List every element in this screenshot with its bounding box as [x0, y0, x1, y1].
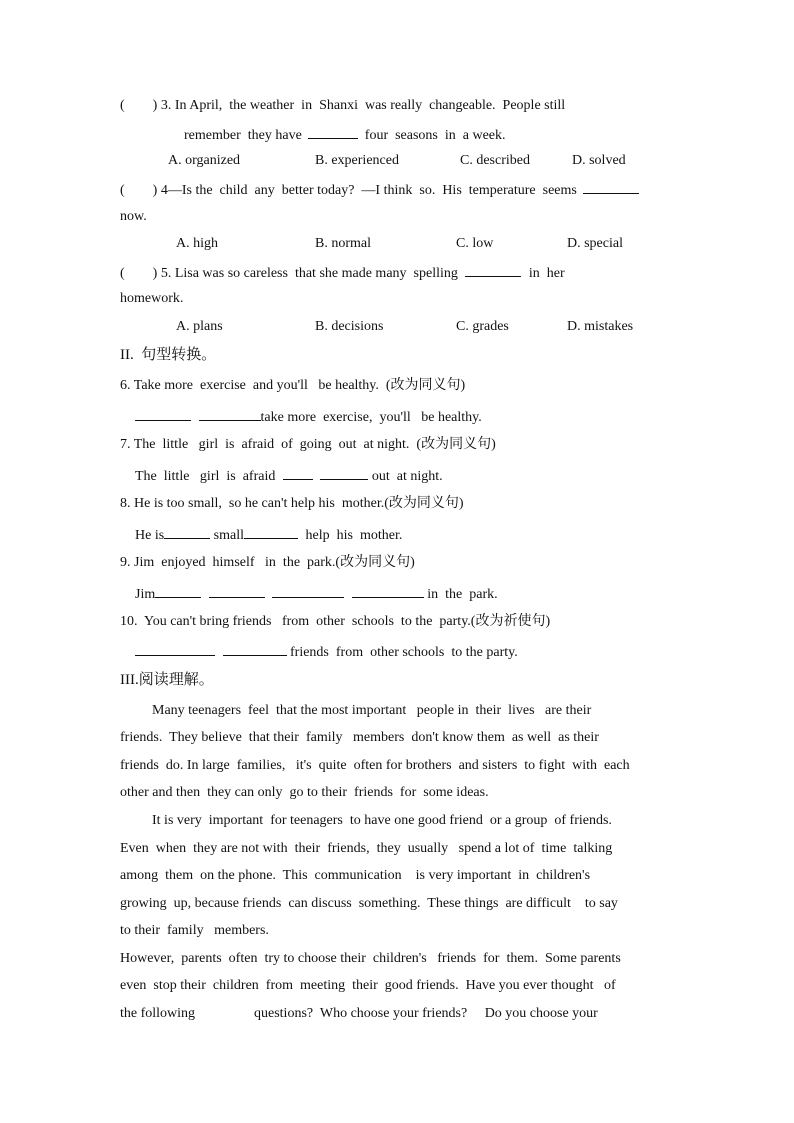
answer-text: help his mother.	[305, 528, 403, 543]
passage-line: Even when they are not with their friends, they usually spend a lot of time talking	[120, 841, 613, 856]
answer-text: Jim	[135, 587, 156, 602]
question-text: four seasons in a week.	[364, 128, 506, 143]
q5-option-a[interactable]: A. plans	[176, 319, 223, 334]
q5-line-2: homework.	[120, 291, 184, 306]
answer-text: friends from other schools to the party.	[290, 645, 518, 660]
section-iii-title: III.阅读理解。	[120, 672, 214, 688]
answer-blank[interactable]	[223, 642, 287, 656]
answer-paren: ( )	[120, 183, 158, 198]
answer-text: in the park.	[427, 587, 498, 602]
q4-option-c[interactable]: C. low	[456, 236, 494, 251]
s8-question: 8. He is too small, so he can't help his mother.(改为同义句)	[120, 496, 464, 511]
s10-question: 10. You can't bring friends from other schools to the party.(改为祈使句)	[120, 614, 551, 629]
answer-text: take more exercise, you'll be healthy.	[260, 410, 482, 425]
s6-question: 6. Take more exercise and you'll be healthy. (改为同义句)	[120, 378, 466, 393]
answer-blank[interactable]	[209, 584, 265, 598]
passage-line: However, parents often try to choose their children's friends for them. Some parents	[120, 951, 621, 966]
answer-text: He is	[135, 528, 165, 543]
answer-blank[interactable]	[283, 466, 313, 480]
s6-answer-line	[135, 407, 482, 427]
question-text: in her	[528, 266, 565, 281]
passage-line: friends. They believe that their family members don't know them as well as their	[120, 730, 599, 745]
answer-blank[interactable]	[465, 263, 521, 277]
passage-line: other and then they can only go to their friends for some ideas.	[120, 785, 489, 800]
q5-option-c[interactable]: C. grades	[456, 319, 509, 334]
section-ii-title: II. 句型转换。	[120, 347, 217, 363]
passage-line: questions? Who choose your friends? Do you choose your	[254, 1006, 598, 1021]
answer-blank[interactable]	[308, 125, 358, 139]
question-text: remember they have	[184, 128, 302, 143]
q4-option-b[interactable]: B. normal	[315, 236, 371, 251]
passage-line: It is very important for teenagers to have one good friend or a group of friends.	[152, 813, 612, 828]
question-text: 4—Is the child any better today? —I think so. His temperature seems	[160, 183, 577, 198]
q3-option-a[interactable]: A. organized	[168, 153, 241, 168]
answer-paren: ( )	[120, 98, 158, 113]
passage-line: even stop their children from meeting their good friends. Have you ever thought of	[120, 978, 616, 993]
passage-line: among them on the phone. This communication is very important in children's	[120, 868, 591, 883]
question-text: 3. In April, the weather in Shanxi was really changeable. People still	[160, 98, 566, 113]
s7-question: 7. The little girl is afraid of going out at night. (改为同义句)	[120, 437, 496, 452]
s9-answer-line	[135, 584, 498, 604]
q4-option-d[interactable]: D. special	[567, 236, 623, 251]
answer-text: small	[213, 528, 245, 543]
s7-answer-line	[135, 466, 443, 486]
q3-line-1	[120, 97, 565, 115]
answer-blank[interactable]	[244, 525, 298, 539]
q5-option-b[interactable]: B. decisions	[315, 319, 384, 334]
s10-answer-line	[135, 642, 518, 662]
passage-line: friends do. In large families, it's quite often for brothers and sisters to fight with each	[120, 758, 630, 773]
q5-option-d[interactable]: D. mistakes	[567, 319, 634, 334]
s8-answer-line	[135, 525, 402, 545]
answer-blank[interactable]	[272, 584, 344, 598]
q4-line-2: now.	[120, 209, 147, 224]
s9-question: 9. Jim enjoyed himself in the park.(改为同义句)	[120, 555, 415, 570]
passage-line: Many teenagers feel that the most important people in their lives are their	[152, 703, 592, 718]
answer-text: out at night.	[371, 469, 443, 484]
answer-blank[interactable]	[199, 407, 261, 421]
q4-line-1	[120, 180, 639, 200]
answer-paren: ( )	[120, 266, 158, 281]
q3-option-c[interactable]: C. described	[460, 153, 530, 168]
answer-blank[interactable]	[135, 642, 215, 656]
answer-blank[interactable]	[352, 584, 424, 598]
q3-option-d[interactable]: D. solved	[572, 153, 626, 168]
answer-blank[interactable]	[164, 525, 210, 539]
passage-line: the following	[120, 1006, 196, 1021]
passage-line: growing up, because friends can discuss something. These things are difficult to say	[120, 896, 618, 911]
question-text: 5. Lisa was so careless that she made many spelling	[160, 266, 458, 281]
answer-blank[interactable]	[320, 466, 368, 480]
answer-blank[interactable]	[135, 407, 191, 421]
passage-line: to their family members.	[120, 923, 269, 938]
answer-blank[interactable]	[155, 584, 201, 598]
q5-line-1	[120, 263, 565, 283]
q3-line-2	[184, 125, 506, 145]
q4-option-a[interactable]: A. high	[176, 236, 218, 251]
answer-blank[interactable]	[583, 180, 639, 194]
answer-text: The little girl is afraid	[135, 469, 276, 484]
q3-option-b[interactable]: B. experienced	[315, 153, 399, 168]
